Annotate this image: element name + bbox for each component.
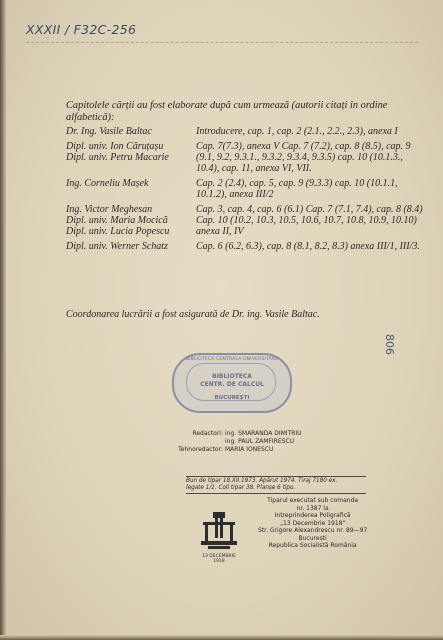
chapter-list: Cap. 3, cap. 4, cap. 6 (6.1) Cap. 7 (7.1, 7.4), cap. 8 (8.4) Cap. 10 (10.2, 10.3, 10.5, 10.6, 10.7, 10.8, 10.9, 10.10) anexa II, IV <box>196 204 423 237</box>
author-name: Ing. Victor Meghesan <box>66 204 153 215</box>
stamp-line: BIBLIOTECA <box>212 373 252 380</box>
author-row <box>66 126 426 137</box>
stamp-line: CENTR. DE CALCUL <box>200 381 264 388</box>
print-info-line: legate 1/1. Coli tipar 38. Planșe 6 tipo. <box>186 485 296 491</box>
printer-line: Tiparul executat sub comanda <box>267 497 359 504</box>
margin-handwritten-number: 806 <box>383 334 396 355</box>
chapter-list: Introducere, cap. 1, cap. 2 (2.1., 2.2., 2.3), anexa I <box>196 126 398 137</box>
page-edge-left <box>0 0 6 640</box>
chapter-list: Cap. 2 (2.4), cap. 5, cap. 9 (9.3.3) cap. 10 (10.1.1, 10.1.2), anexa III/2 <box>196 178 398 200</box>
divider-line <box>26 42 418 43</box>
library-shelfmark: XXXII / F32C-256 <box>26 22 137 37</box>
printer-logo <box>196 510 242 562</box>
chapter-list: Cap. 6 (6.2, 6.3), cap. 8 (8.1, 8.2, 8.3) anexa III/1, III/3. <box>196 241 420 252</box>
editor-name: ing. SMARANDA DIMITRIU <box>225 430 302 437</box>
author-name: Dr. Ing. Vasile Baltac <box>66 126 152 137</box>
stamp-line: BUCUREȘTI <box>214 395 250 401</box>
author-row <box>66 178 426 200</box>
author-name: Ing. Corneliu Mașek <box>66 178 149 189</box>
print-info-box <box>186 476 366 494</box>
author-row <box>66 204 426 237</box>
author-name: Dipl. univ. Lucia Popescu <box>66 226 170 237</box>
print-info-line: Bun de tipar 18.XII.1973. Apărut 1974. Tiraj 7180 ex. <box>186 478 338 484</box>
author-row <box>66 141 426 174</box>
author-name: Dipl. univ. Ion Căruțașu <box>66 141 164 152</box>
author-name: Dipl. univ. Petru Macarie <box>66 152 169 163</box>
page-edge-bottom <box>0 635 443 640</box>
printer-line: București <box>298 534 327 542</box>
tech-editor-label: Tehnoredactor: <box>178 446 223 454</box>
editor-name: ing. PAUL ZAMFIRESCU <box>225 438 295 446</box>
chapter-list: Cap. 7(7.3), anexa V Cap. 7 (7.2), cap. 8 (8.5), cap. 9 (9.1, 9.2, 9.3.1., 9.3.2, 9.3.4, 9.3.5) cap. 10 (10.1.3., 10.4), cap. 11, anexa VI, VII. <box>196 141 411 174</box>
printer-line: „13 Decembrie 1918" <box>279 519 346 527</box>
printer-line: Republica Socialistă România <box>268 542 357 549</box>
author-name: Dipl. univ. Maria Mocică <box>66 215 168 226</box>
printer-line: nr. 1387 la <box>296 504 329 512</box>
coordination-note: Coordonarea lucrării a fost asigurată de Dr. ing. Vasile Baltac. <box>66 309 320 320</box>
editors-label: Redactori: <box>192 430 223 437</box>
printer-block <box>258 497 367 550</box>
authors-table <box>66 126 426 256</box>
stamp-ring-text: BIBLIOTECA CENTRALA UNIVERSITARA <box>185 357 279 362</box>
logo-caption: 13 DECEMBRIE 1918 <box>202 554 236 564</box>
printing-press-icon <box>196 510 242 554</box>
editors-block <box>173 430 302 455</box>
intro-paragraph: Capitolele cărții au fost elaborate după cum urmează (autorii citați în ordine alfabetică): <box>66 100 388 123</box>
printer-line: Intreprinderea Poligrafică <box>274 512 351 519</box>
tech-editor-name: MARIA IONESCU <box>225 446 274 454</box>
printer-line: Str. Grigore Alexandrescu nr. 89—97 <box>258 527 368 534</box>
author-row <box>66 241 426 252</box>
library-stamp <box>172 353 292 413</box>
author-name: Dipl. univ. Werner Schatz <box>66 241 168 252</box>
